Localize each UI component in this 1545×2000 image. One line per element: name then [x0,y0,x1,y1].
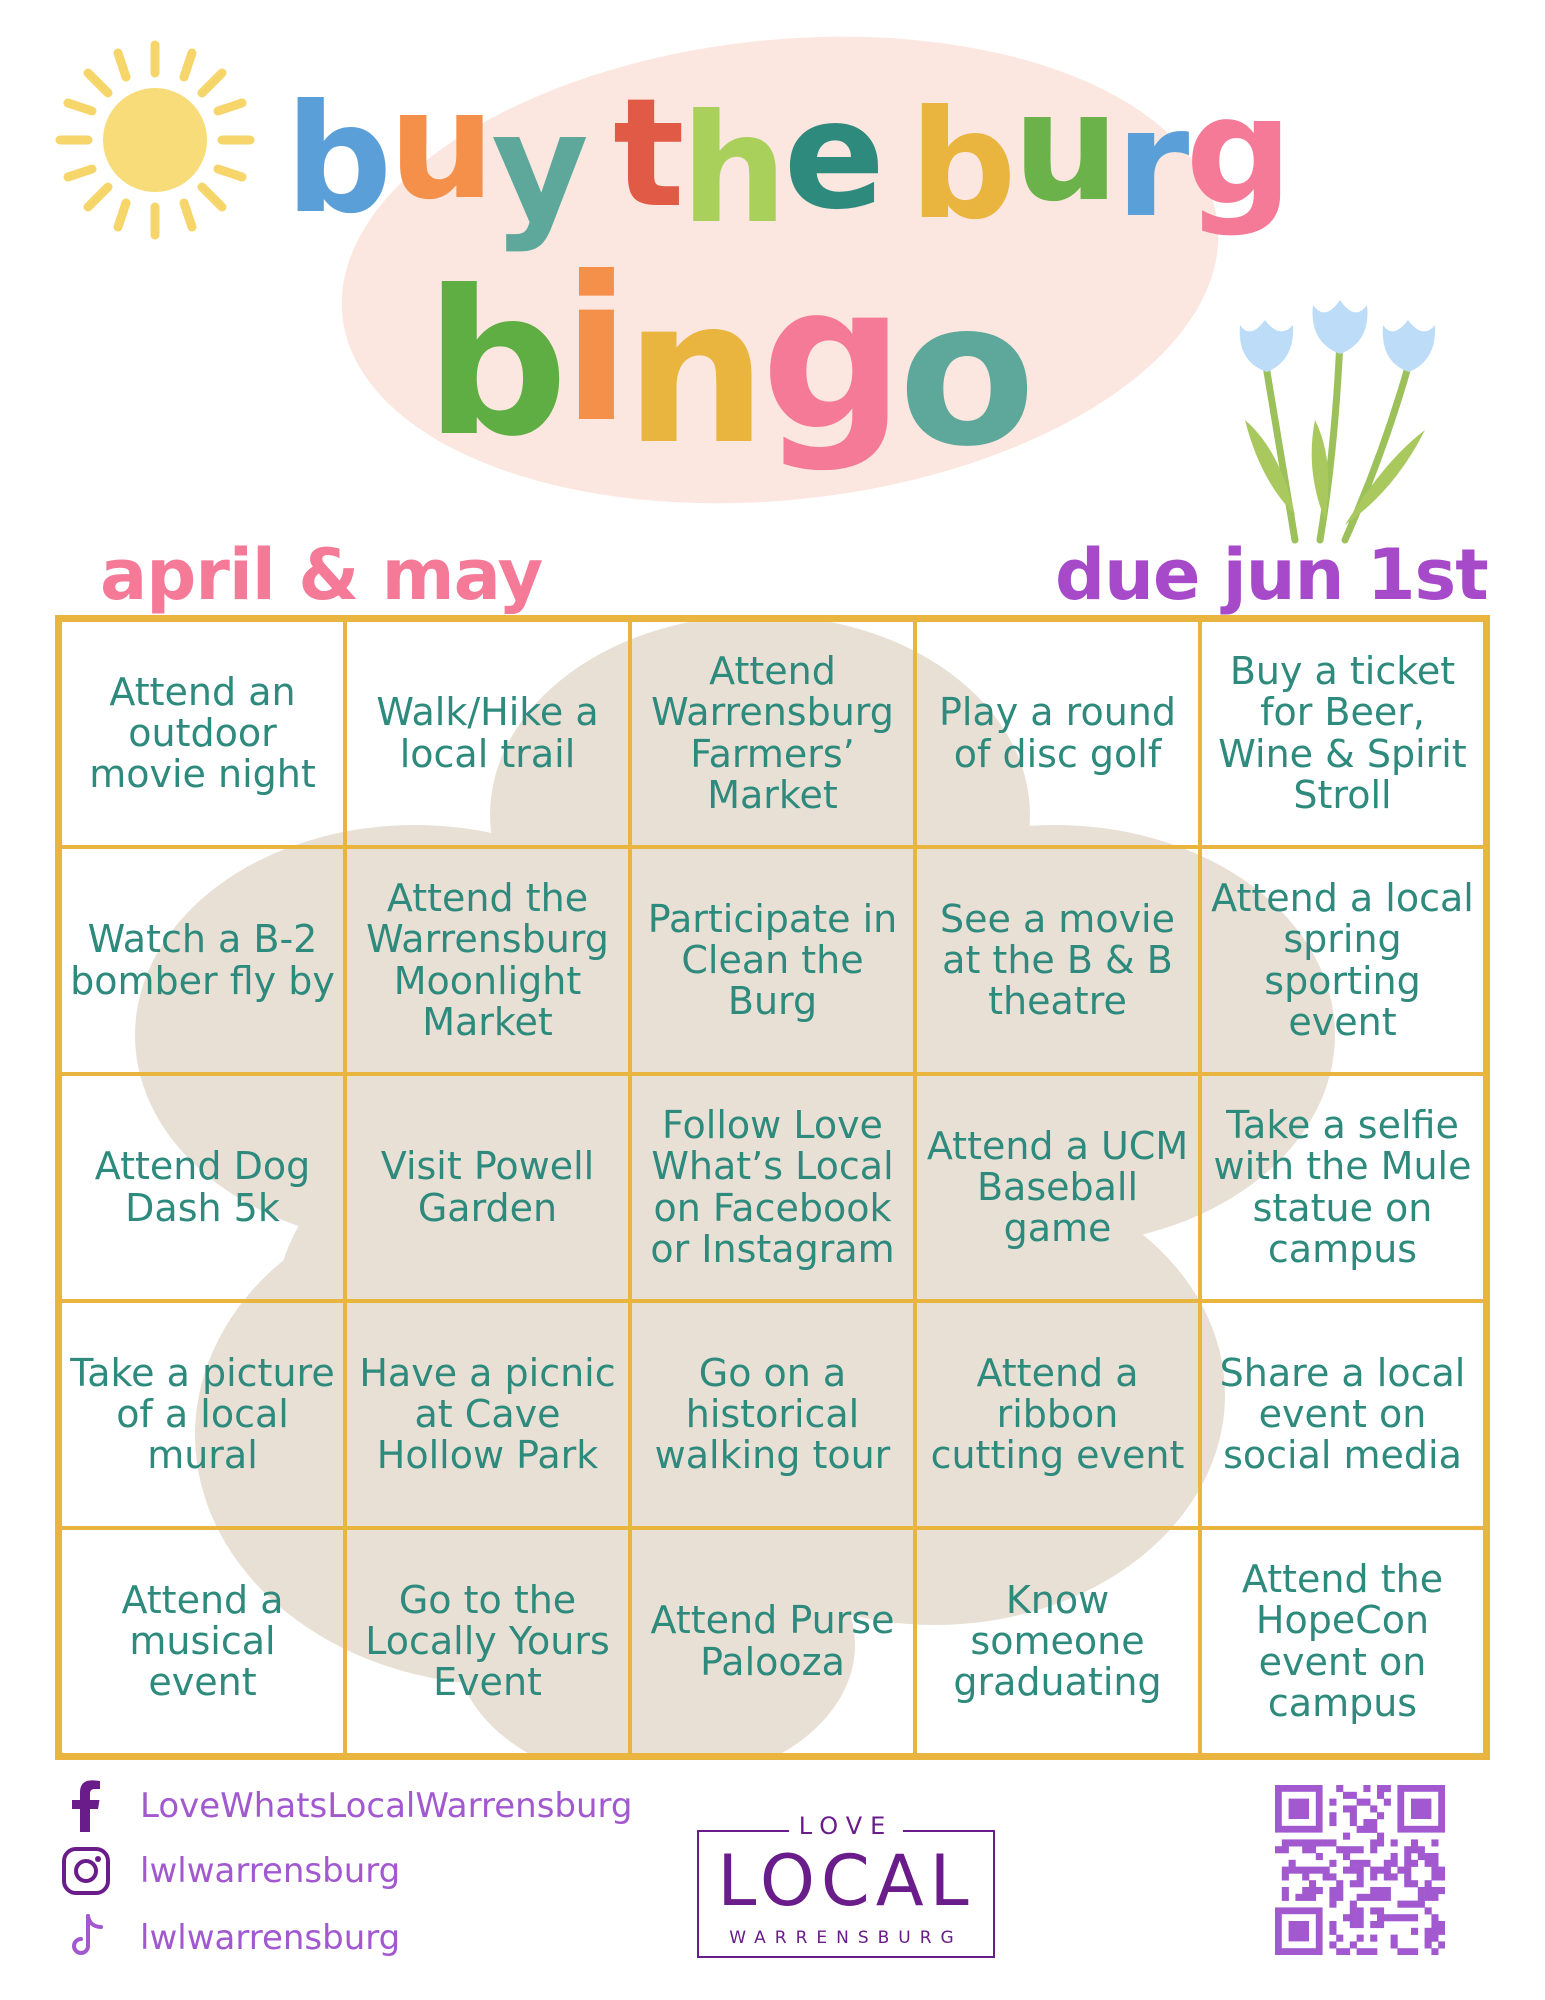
bingo-cell[interactable]: Attend Warrensburg Farmers’ Market [630,620,915,847]
title-letter: b [909,79,1013,253]
title-letter: t [612,67,681,241]
bingo-cell[interactable]: Attend Purse Palooza [630,1528,915,1755]
logo-love-text: LOVE [789,1812,904,1840]
sun-icon [50,35,260,245]
title-letter: y [491,81,585,255]
logo-local-text: LOCAL [717,1840,975,1922]
bingo-grid [55,615,1490,1760]
bingo-cell[interactable]: Go on a historical walking tour [630,1301,915,1528]
facebook-handle[interactable]: LoveWhatsLocalWarrensburg [140,1786,633,1826]
bingo-cell[interactable]: Attend a musical event [60,1528,345,1755]
bingo-cell[interactable]: Follow Love What’s Local on Facebook or Instagram [630,1074,915,1301]
title-letter: b [285,73,389,247]
love-local-warrensburg-logo [697,1812,995,1958]
title-letter: o [898,258,1030,491]
title-letter: e [783,69,882,243]
bingo-cell[interactable]: Attend a UCM Baseball game [915,1074,1200,1301]
subtitle-due-date: due jun 1st [1055,534,1488,616]
social-instagram[interactable] [60,1845,400,1897]
tiktok-icon [60,1912,112,1964]
instagram-icon [60,1845,112,1897]
title-letter: g [1185,65,1289,239]
title-line-buy-the-burg [285,59,1289,257]
title-letter: u [388,59,492,233]
bingo-cell[interactable]: Attend a ribbon cutting event [915,1301,1200,1528]
bingo-cell[interactable]: Play a round of disc golf [915,620,1200,847]
bingo-cell[interactable]: Attend the Warrensburg Moonlight Market [345,847,630,1074]
social-facebook[interactable] [60,1780,633,1832]
bingo-cell[interactable]: Buy a ticket for Beer, Wine & Spirit Stroll [1200,620,1485,847]
bingo-cell[interactable]: Attend the HopeCon event on campus [1200,1528,1485,1755]
title-letter: h [680,83,784,257]
bingo-cell[interactable]: Attend an outdoor movie night [60,620,345,847]
subtitle-dates: april & may [100,534,543,616]
bingo-cell[interactable]: See a movie at the B & B theatre [915,847,1200,1074]
bingo-cell[interactable]: Participate in Clean the Burg [630,847,915,1074]
bingo-cell[interactable]: Take a picture of a local mural [60,1301,345,1528]
bingo-cell[interactable]: Attend Dog Dash 5k [60,1074,345,1301]
bingo-cell[interactable]: Take a selfie with the Mule statue on campus [1200,1074,1485,1301]
bingo-cell[interactable]: Go to the Locally Yours Event [345,1528,630,1755]
bingo-cell[interactable]: Attend a local spring sporting event [1200,847,1485,1074]
title-letter: r [1115,77,1186,251]
bingo-cell[interactable]: Know someone graduating [915,1528,1200,1755]
title-letter: b [425,248,563,481]
tiktok-handle[interactable]: lwlwarrensburg [140,1918,401,1958]
title-letter: g [761,242,899,475]
facebook-icon [60,1780,112,1832]
title-letter: i [562,234,625,467]
bingo-cell[interactable]: Visit Powell Garden [345,1074,630,1301]
logo-town-text: WARRENSBURG [729,1928,963,1948]
tulips-illustration [1225,300,1455,550]
bingo-cell[interactable]: Walk/Hike a local trail [345,620,630,847]
bingo-cell[interactable]: Watch a B-2 bomber fly by [60,847,345,1074]
qr-code-icon[interactable] [1275,1785,1445,1955]
social-tiktok[interactable] [60,1912,400,1964]
bingo-cell[interactable]: Share a local event on social media [1200,1301,1485,1528]
bingo-cell[interactable]: Have a picnic at Cave Hollow Park [345,1301,630,1528]
title-letter: u [1012,61,1116,235]
instagram-handle[interactable]: lwlwarrensburg [140,1851,401,1891]
title-line-bingo [425,234,1030,491]
title-letter: n [624,256,762,489]
